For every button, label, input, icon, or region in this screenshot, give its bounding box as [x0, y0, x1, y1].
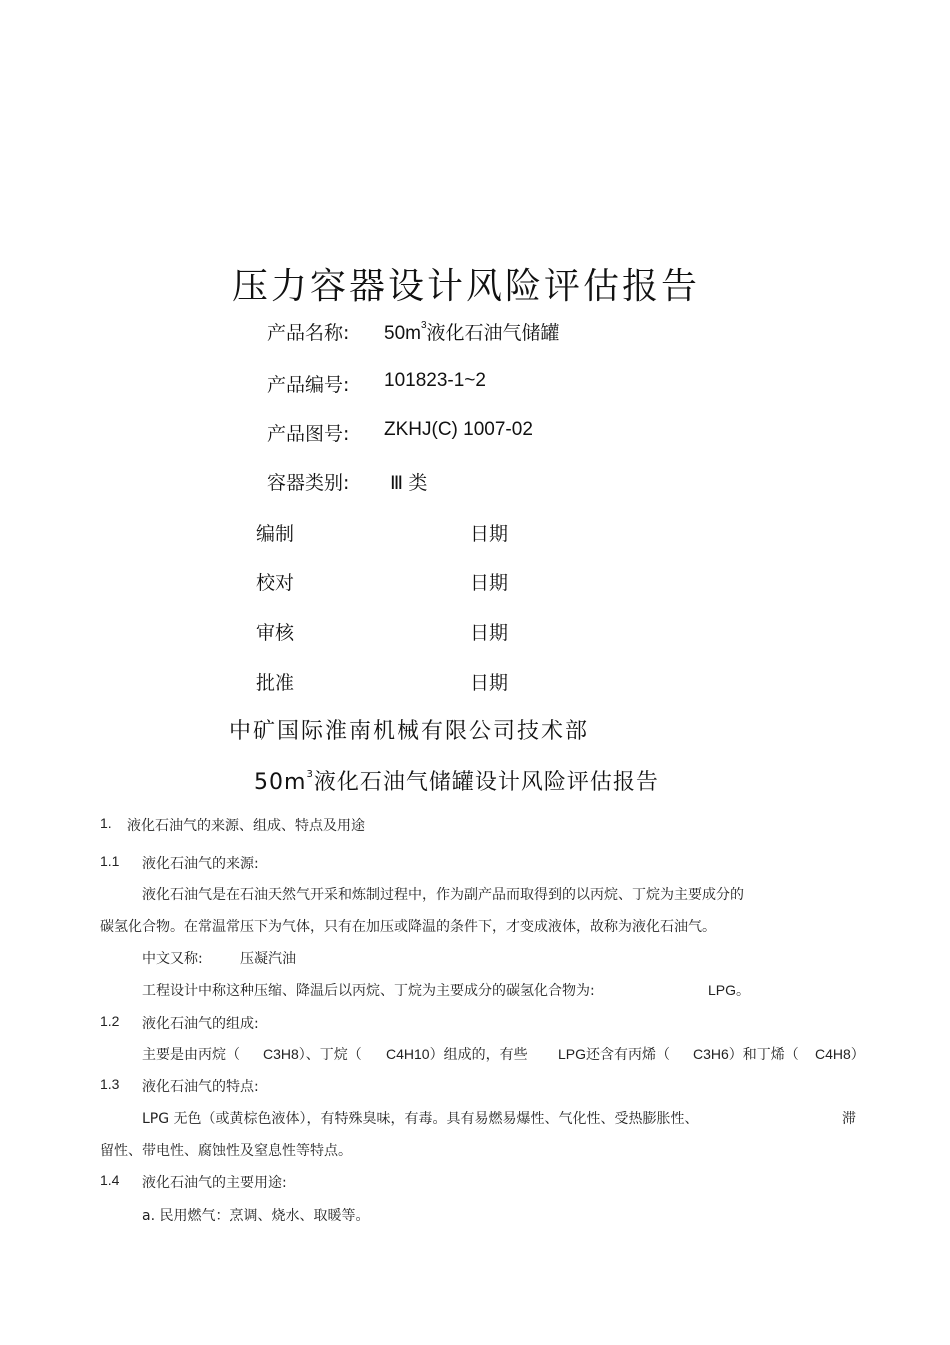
- field-label-vessel-class: 容器类别:: [267, 472, 350, 494]
- subtitle-suffix: 液化石油气储罐设计风险评估报告: [313, 770, 659, 795]
- report-title: 压力容器设计风险评估报告: [232, 266, 701, 307]
- signature-role-check: 校对: [256, 572, 295, 594]
- features-line1: LPG 无色（或黄棕色液体），有特殊臭味，有毒。具有易燃易爆性、气化性、受热膨胀性、: [142, 1111, 699, 1127]
- field-label-product-number: 产品编号:: [267, 374, 350, 396]
- section-1-2-title: 液化石油气的组成:: [142, 1016, 259, 1032]
- section-1-4-title: 液化石油气的主要用途:: [142, 1175, 287, 1191]
- section-1-1-number: 1.1: [100, 853, 120, 869]
- composition-e: C3H6）和丁烯（: [693, 1046, 799, 1062]
- field-value-drawing-number: ZKHJ(C) 1007-02: [384, 419, 533, 440]
- field-value-vessel-class: Ⅲ 类: [390, 473, 428, 494]
- product-name-suffix: 液化石油气储罐: [426, 323, 560, 344]
- signature-date-review: 日期: [470, 622, 509, 644]
- section-1-1-title: 液化石油气的来源:: [142, 856, 259, 872]
- section-1-2-number: 1.2: [100, 1013, 120, 1029]
- signature-date-check: 日期: [470, 572, 509, 594]
- field-label-drawing-number: 产品图号:: [267, 423, 350, 445]
- signature-date-compile: 日期: [470, 523, 509, 545]
- section-1-4-number: 1.4: [100, 1172, 120, 1188]
- composition-d: LPG还含有丙烯（: [558, 1046, 671, 1062]
- signature-role-compile: 编制: [256, 523, 295, 545]
- composition-b: C3H8）、丁烷（: [263, 1046, 362, 1062]
- composition-c: C4H10）组成的，有些: [386, 1046, 528, 1062]
- lpg-term: LPG。: [708, 982, 751, 998]
- alias-label: 中文又称:: [142, 951, 203, 967]
- subtitle-prefix: 50m: [254, 770, 307, 795]
- report-subtitle: [254, 765, 659, 796]
- field-value-product-number: 101823-1~2: [384, 370, 486, 391]
- composition-a: 主要是由丙烷（: [142, 1047, 240, 1063]
- section-1-1-para-line1: 液化石油气是在石油天然气开采和炼制过程中，作为副产品而取得到的以丙烷、丁烷为主要成分的: [142, 887, 744, 903]
- product-name-prefix: 50m: [384, 323, 421, 344]
- section-1-title: 液化石油气的来源、组成、特点及用途: [127, 818, 365, 834]
- signature-role-review: 审核: [256, 622, 295, 644]
- section-1-3-title: 液化石油气的特点:: [142, 1079, 259, 1095]
- composition-f: C4H8）: [815, 1046, 865, 1062]
- alias-value: 压凝汽油: [240, 951, 296, 967]
- lpg-definition: 工程设计中称这种压缩、降温后以丙烷、丁烷为主要成分的碳氢化合物为:: [142, 983, 595, 999]
- signature-date-approve: 日期: [470, 672, 509, 694]
- field-value-product-name: [384, 318, 560, 345]
- usage-item-a: a. 民用燃气：烹调、烧水、取暖等。: [142, 1208, 370, 1224]
- section-1-1-para-line2: 碳氢化合物。在常温常压下为气体，只有在加压或降温的条件下，才变成液体，故称为液化石油气。: [100, 919, 716, 935]
- field-label-product-name: 产品名称:: [267, 322, 350, 344]
- subtitle-sup: 3: [306, 768, 314, 780]
- section-1-3-number: 1.3: [100, 1076, 120, 1092]
- features-line1-end: 滞: [842, 1111, 856, 1127]
- section-1-number: 1.: [100, 815, 112, 831]
- product-name-sup: 3: [420, 319, 427, 331]
- signature-role-approve: 批准: [256, 672, 295, 694]
- features-line2: 留性、带电性、腐蚀性及窒息性等特点。: [100, 1143, 352, 1159]
- company-name: 中矿国际淮南机械有限公司技术部: [229, 719, 590, 744]
